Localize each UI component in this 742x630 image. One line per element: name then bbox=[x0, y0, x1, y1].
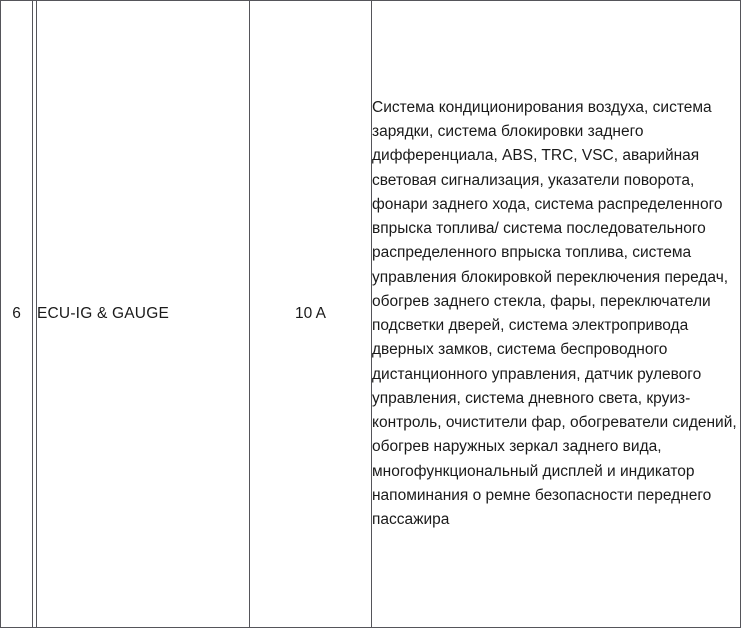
cell-row-index: 6 bbox=[1, 1, 33, 628]
cell-fuse-description bbox=[372, 1, 741, 628]
cell-fuse-name: ECU-IG & GAUGE bbox=[37, 1, 250, 628]
table-row bbox=[1, 1, 741, 628]
description-text: Система кондиционирования воздуха, система зарядки, система блокировки заднего дифференциала, ABS, TRC, VSC, аварийная световая сигнализация, указатели поворота, фонари заднего хода, система распределенного впрыска топлива/ система последовательного распределенного впрыска топлива, система управления блокировкой переключения передач, обогрев заднего стекла, фары, переключатели подсветки дверей, система электропривода дверных замков, система беспроводного дистанционного управления, датчик рулевого управления, система дневного света, круиз-контроль, очистители фар, обогреватели сидений, обогрев наружных зеркал заднего вида, многофункциональный дисплей и индикатор напоминания о ремне безопасности переднего пассажира bbox=[372, 98, 737, 528]
cell-fuse-rating: 10 A bbox=[250, 1, 372, 628]
